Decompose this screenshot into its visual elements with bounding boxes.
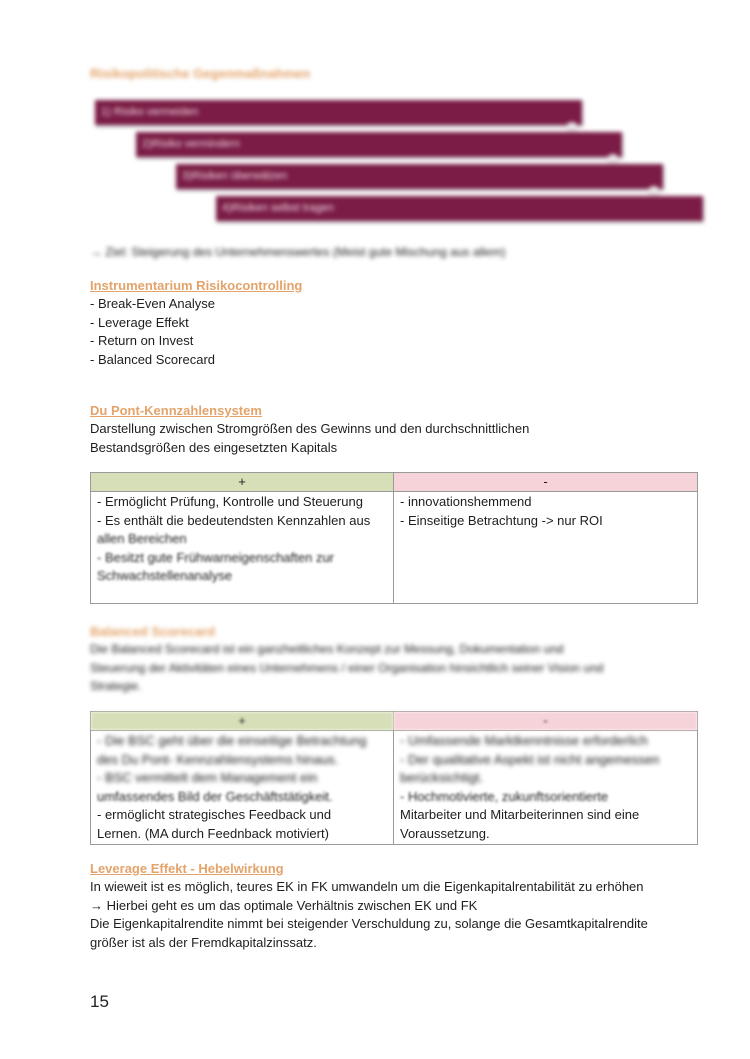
risk-step-3: 3)Risiken überwälzen <box>176 164 663 189</box>
con-item: - Hochmotivierte, zukunftsorientierte <box>400 788 609 804</box>
pro-item: - Besitzt gute Frühwarneigenschaften zur <box>97 549 335 565</box>
leverage-title: Leverage Effekt - Hebelwirkung <box>90 861 284 876</box>
con-item: - innovationshemmend <box>400 494 532 509</box>
pro-item: - Ermöglicht Prüfung, Kontrolle und Steuerung <box>97 494 363 509</box>
pros-header: + <box>91 473 394 492</box>
pros-cell <box>91 731 394 845</box>
pro-item: umfassendes Bild der Geschäftstätigkeit. <box>97 788 333 804</box>
leverage-line: größer ist als der Fremdkapitalzinssatz. <box>90 934 317 950</box>
pro-item: - ermöglicht strategisches Feedback und <box>97 807 332 822</box>
risk-step-2: 2)Risiko vermindern <box>136 132 622 157</box>
pro-item: - BSC vermittelt dem Management ein <box>97 770 318 785</box>
instrumentarium-list <box>90 295 215 369</box>
bsc-desc-line: Steuerung der Aktivitäten eines Unternehmens / einer Organisation hinsichtlich seiner Vision und <box>90 660 604 675</box>
pro-item: des Du Pont- Kennzahlensystems hinaus. <box>97 751 339 767</box>
cons-cell <box>394 492 698 604</box>
pros-header: + <box>91 712 394 731</box>
dupont-desc-line: Darstellung zwischen Stromgrößen des Gewinns und den durchschnittlichen <box>90 421 530 436</box>
dupont-title: Du Pont-Kennzahlensystem <box>90 403 262 418</box>
leverage-line: Die Eigenkapitalrendite nimmt bei steigender Verschuldung zu, solange die Gesamtkapitalrendite <box>90 916 648 931</box>
bsc-title: Balanced Scorecard <box>90 624 216 639</box>
risk-measures-title: Risikopolitische Gegenmaßnahmen <box>90 66 311 81</box>
leverage-line: → Hierbei geht es um das optimale Verhältnis zwischen EK und FK <box>90 897 478 913</box>
list-item: - Balanced Scorecard <box>90 351 216 367</box>
pro-item: Lernen. (MA durch Feednback motiviert) <box>97 825 329 841</box>
con-item: Voraussetzung. <box>400 825 490 841</box>
cons-cell <box>394 731 698 845</box>
risk-goal-text: → Ziel: Steigerung des Unternehmenswertes (Meist gute Mischung aus allem) <box>90 245 506 259</box>
bsc-pros-cons-table <box>90 711 698 845</box>
con-item: - Umfassende Marktkenntnisse erforderlich <box>400 733 648 748</box>
risk-step-4: 4)Risiken selbst tragen <box>216 196 703 221</box>
pro-item: - Die BSC geht über die einseitige Betrachtung <box>97 733 367 748</box>
cons-header: - <box>394 712 698 731</box>
pros-cell <box>91 492 394 604</box>
bsc-desc-line: Strategie. <box>90 679 142 693</box>
con-item: - Einseitige Betrachtung -> nur ROI <box>400 512 603 528</box>
dupont-pros-cons-table <box>90 472 698 604</box>
list-item: - Leverage Effekt <box>90 314 189 330</box>
list-item: - Break-Even Analyse <box>90 296 216 311</box>
risk-step-1: 1) Risiko vermeiden <box>95 100 582 125</box>
con-item: Mitarbeiter und Mitarbeiterinnen sind eine <box>400 807 640 822</box>
bsc-description <box>90 640 603 696</box>
leverage-line: In wieweit ist es möglich, teures EK in FK umwandeln um die Eigenkapitalrentabilität zu erhöhen <box>90 879 644 894</box>
dupont-desc-line: Bestandsgrößen des eingesetzten Kapitals <box>90 439 338 455</box>
pro-item: Schwachstellenanalyse <box>97 568 233 583</box>
instrumentarium-title: Instrumentarium Risikocontrolling <box>90 278 303 293</box>
con-item: berücksichtigt. <box>400 770 484 785</box>
list-item: - Return on Invest <box>90 333 194 348</box>
con-item: - Der qualitative Aspekt ist nicht angemessen <box>400 751 660 767</box>
dupont-description <box>90 420 529 457</box>
pro-item: - Es enthält die bedeutendsten Kennzahlen aus <box>97 512 371 528</box>
leverage-text <box>90 878 648 952</box>
pro-item: allen Bereichen <box>97 531 187 546</box>
bsc-desc-line: Die Balanced Scorecard ist ein ganzheitliches Konzept zur Messung, Dokumentation und <box>90 642 564 656</box>
cons-header: - <box>394 473 698 492</box>
page-number: 15 <box>90 992 109 1011</box>
